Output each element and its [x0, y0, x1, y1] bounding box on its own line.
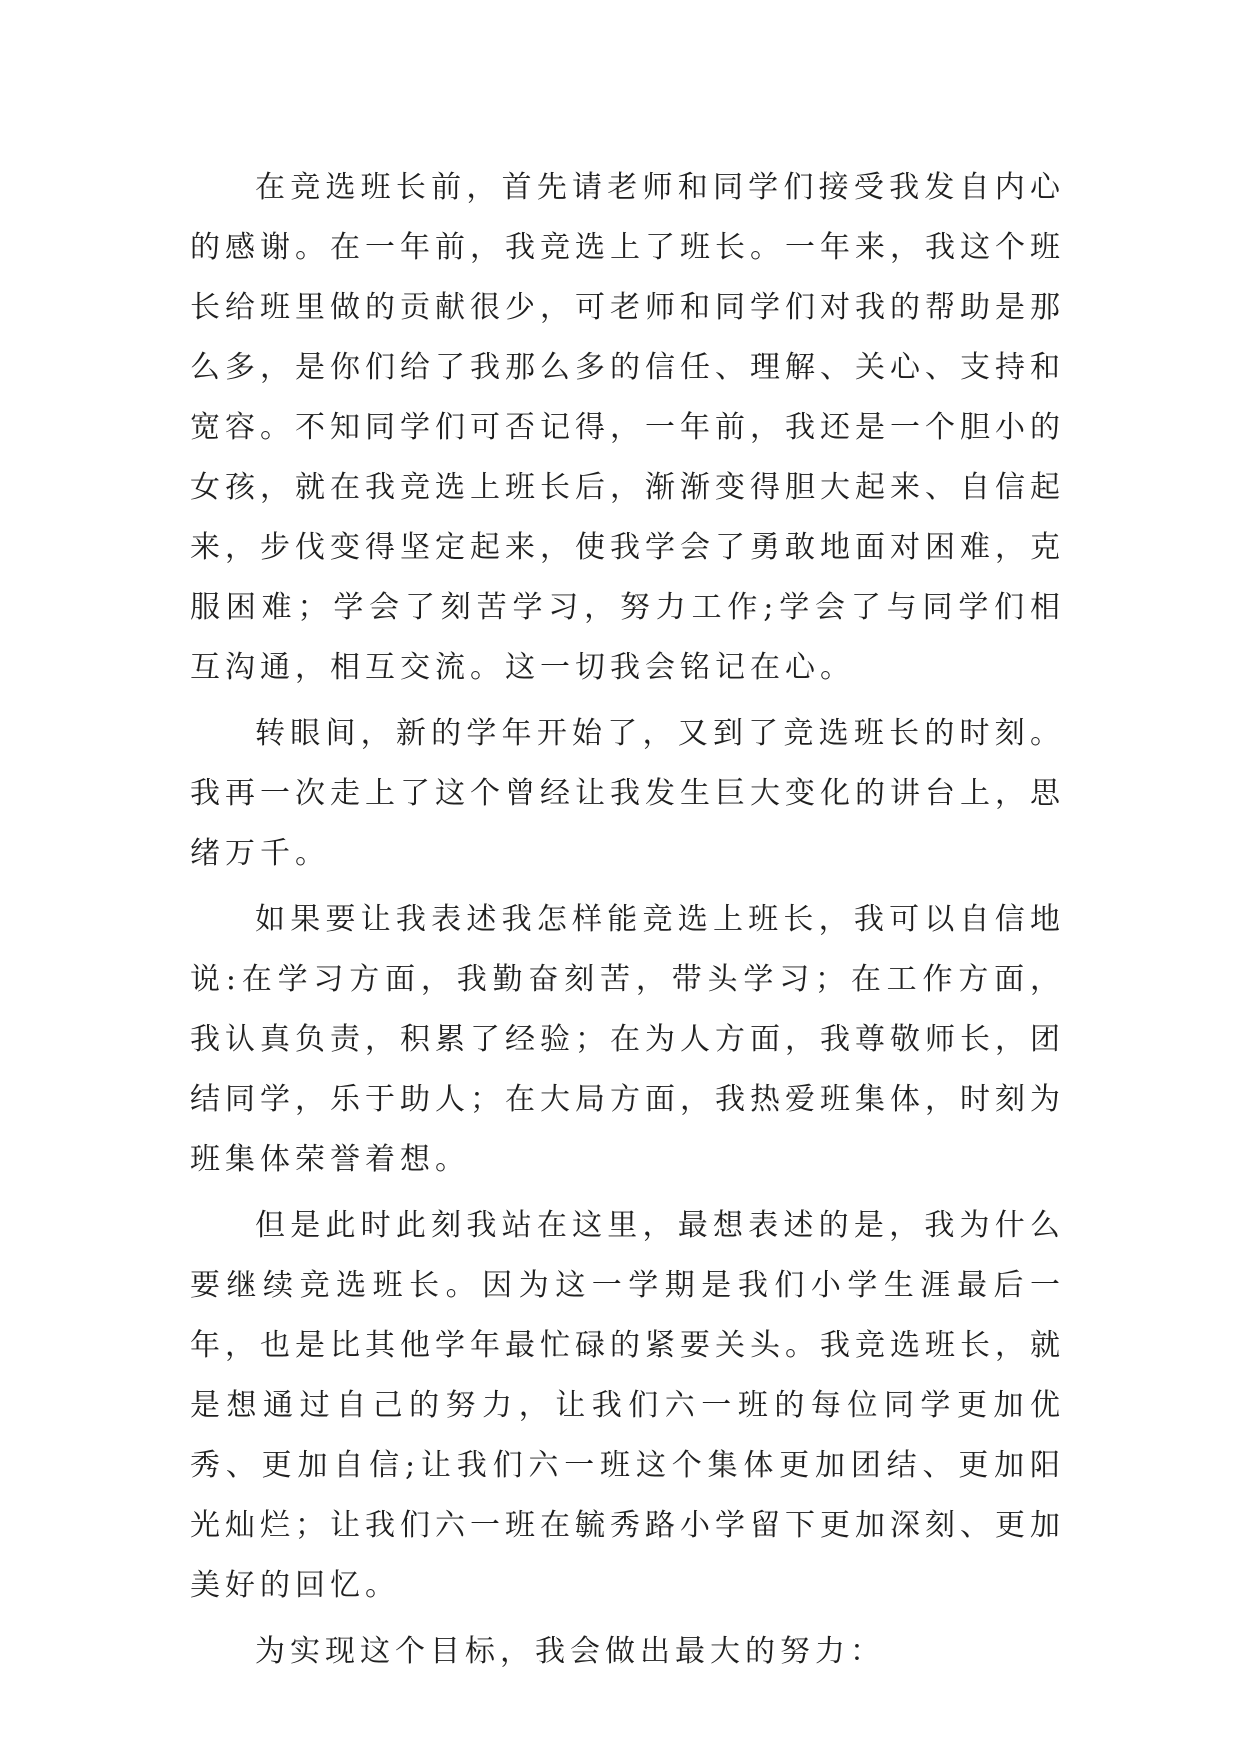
paragraph-1: 在竞选班长前，首先请老师和同学们接受我发自内心的感谢。在一年前，我竞选上了班长。一年来，我这个班长给班里做的贡献很少，可老师和同学们对我的帮助是那么多，是你们给了我那么多的信任、理解、关心、支持和宽容。不知同学们可否记得，一年前，我还是一个胆小的女孩，就在我竞选上班长后，渐渐变得胆大起来、自信起来，步伐变得坚定起来，使我学会了勇敢地面对困难，克服困难；学会了刻苦学习，努力工作;学会了与同学们相互沟通，相互交流。这一切我会铭记在心。: [190, 170, 1065, 685]
paragraph-2: 转眼间，新的学年开始了，又到了竞选班长的时刻。我再一次走上了这个曾经让我发生巨大变化的讲台上，思绪万千。: [190, 716, 1065, 871]
document-page: [190, 158, 1065, 1688]
paragraph-4: 但是此时此刻我站在这里，最想表述的是，我为什么要继续竞选班长。因为这一学期是我们小学生涯最后一年，也是比其他学年最忙碌的紧要关头。我竞选班长，就是想通过自己的努力，让我们六一班的每位同学更加优秀、更加自信;让我们六一班这个集体更加团结、更加阳光灿烂；让我们六一班在毓秀路小学留下更加深刻、更加美好的回忆。: [190, 1208, 1065, 1603]
paragraph-3: 如果要让我表述我怎样能竞选上班长，我可以自信地说:在学习方面，我勤奋刻苦，带头学习；在工作方面，我认真负责，积累了经验；在为人方面，我尊敬师长，团结同学，乐于助人；在大局方面，我热爱班集体，时刻为班集体荣誉着想。: [190, 902, 1065, 1177]
paragraph-5: 为实现这个目标，我会做出最大的努力：: [255, 1634, 885, 1669]
